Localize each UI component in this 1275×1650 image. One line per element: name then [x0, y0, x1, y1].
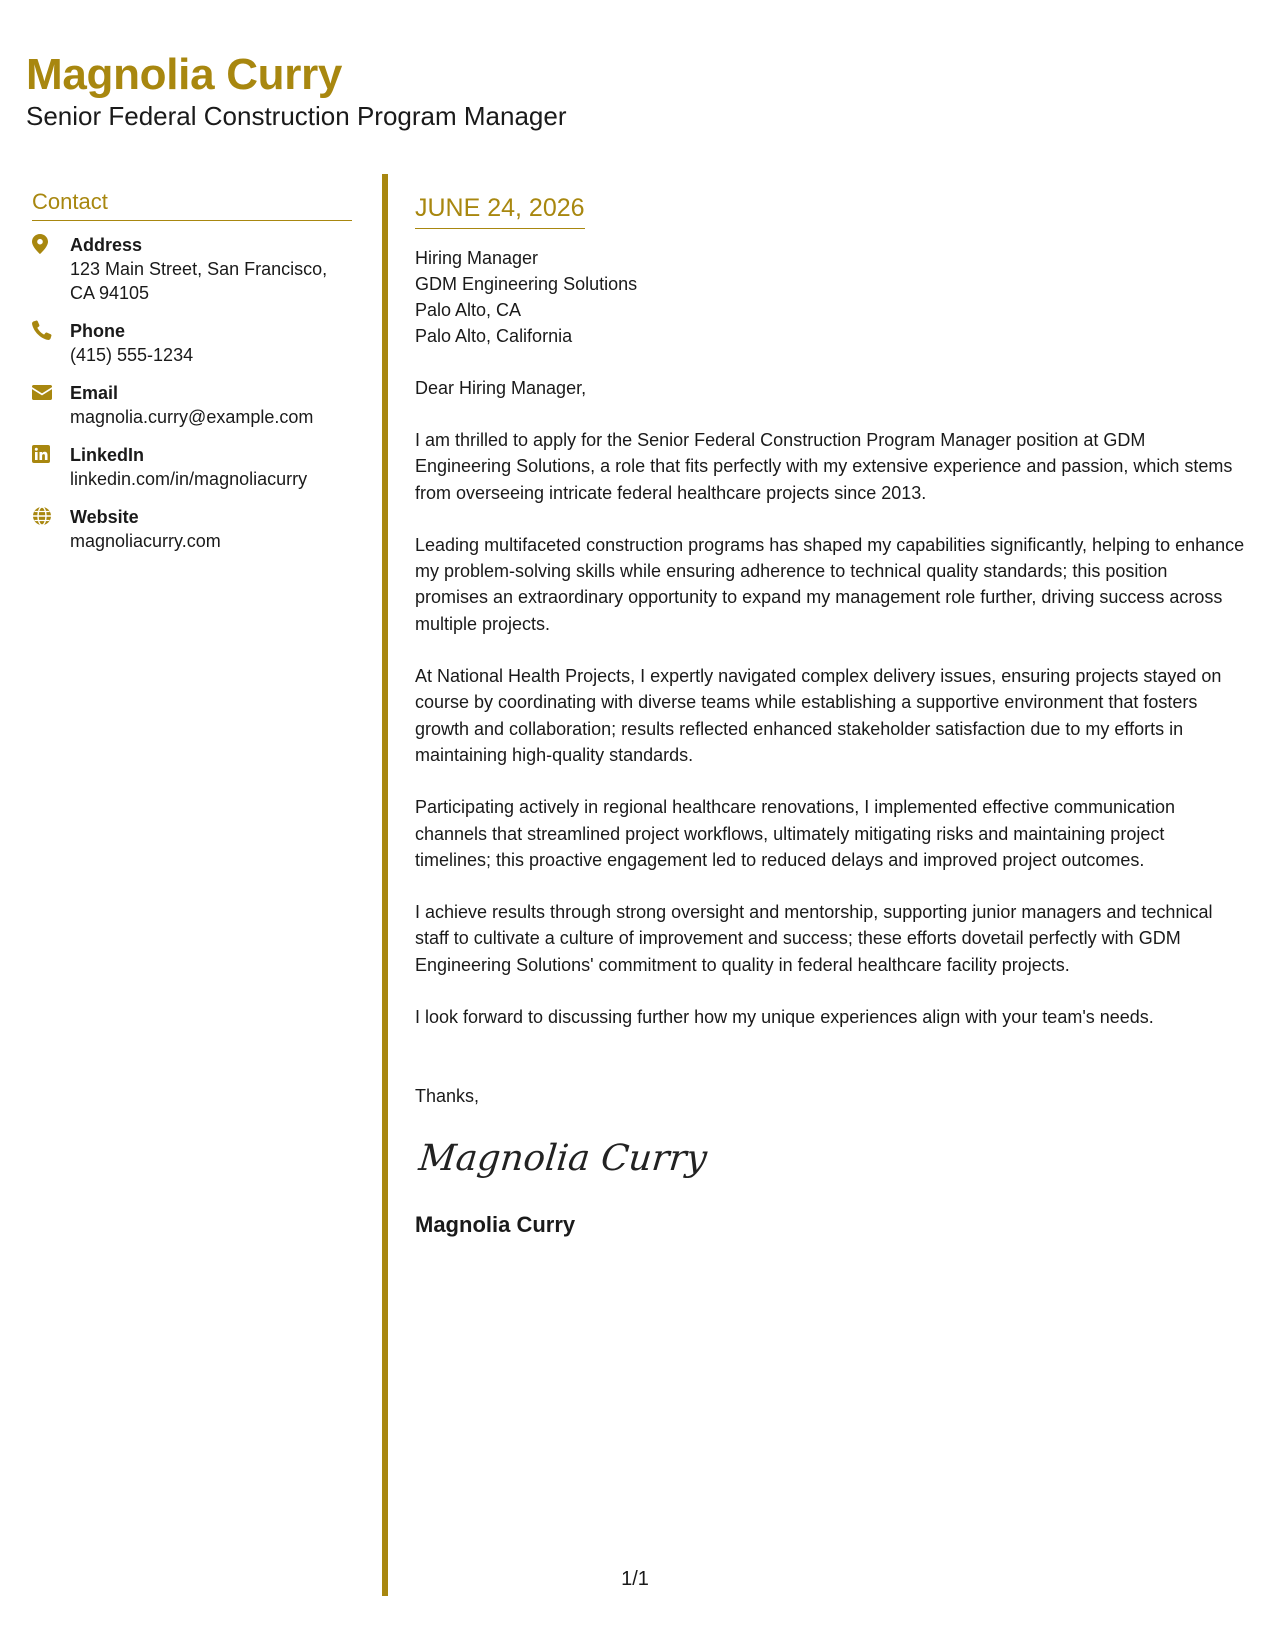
contact-label: Phone [70, 321, 126, 341]
recipient-line: Palo Alto, CA [415, 300, 522, 320]
contact-item-phone [32, 319, 352, 367]
contact-value: (415) 555-1234 [70, 345, 194, 365]
contact-label: LinkedIn [70, 445, 145, 465]
map-pin-icon [32, 233, 70, 255]
signer-name: Magnolia Curry [415, 1212, 576, 1238]
contact-value: 123 Main Street, San Francisco, CA 94105 [70, 259, 328, 303]
letter-paragraph: I achieve results through strong oversight and mentorship, supporting junior managers and technical staff to cultivate a culture of improvement and success; these efforts dovetail perfectly with GDM Engineering Solutions' commitment to quality in federal healthcare facility projects. [415, 902, 1213, 975]
linkedin-icon [32, 443, 70, 465]
salutation: Dear Hiring Manager, [415, 378, 587, 398]
letter-paragraph: Participating actively in regional healthcare renovations, I implemented effective communication channels that streamlined project workflows, ultimately mitigating risks and maintaining project timelines; this proactive engagement led to reduced delays and improved project outcomes. [415, 797, 1176, 870]
closing: Thanks, [415, 1086, 480, 1107]
letter-paragraph: I look forward to discussing further how my unique experiences align with your team's needs. [415, 1007, 1154, 1028]
letter-date: JUNE 24, 2026 [415, 192, 585, 229]
contact-sidebar [32, 188, 352, 567]
recipient-block [415, 245, 1245, 349]
globe-icon [32, 505, 70, 527]
recipient-line: GDM Engineering Solutions [415, 274, 638, 294]
letter-paragraph: Leading multifaceted construction programs has shaped my capabilities significantly, helping to enhance my problem-solving skills while ensuring adherence to technical quality standards; this position promises an extraordinary opportunity to expand my management role further, driving success across multiple projects. [415, 534, 1245, 634]
recipient-line: Palo Alto, California [415, 326, 573, 346]
vertical-divider [382, 174, 388, 1596]
contact-item-email [32, 381, 352, 429]
header [26, 48, 566, 132]
contact-label: Website [70, 507, 139, 527]
job-title: Senior Federal Construction Program Manager [26, 101, 567, 131]
contact-item-website [32, 505, 352, 553]
contact-list [32, 233, 352, 553]
recipient-line: Hiring Manager [415, 248, 539, 268]
contact-value[interactable]: magnoliacurry.com [70, 531, 221, 551]
contact-value[interactable]: linkedin.com/in/magnoliacurry [70, 469, 308, 489]
envelope-icon [32, 381, 70, 403]
letter-body [415, 192, 1245, 1239]
contact-label: Address [70, 235, 143, 255]
contact-item-address [32, 233, 352, 305]
contact-label: Email [70, 383, 119, 403]
phone-icon [32, 319, 70, 341]
contact-value[interactable]: magnolia.curry@example.com [70, 407, 314, 427]
candidate-name: Magnolia Curry [26, 50, 343, 99]
contact-heading: Contact [32, 188, 352, 221]
letter-paragraph: I am thrilled to apply for the Senior Federal Construction Program Manager position at GDM Engineering Solutions, a role that fits perfectly with my extensive experience and passion, which stems from overseeing intricate federal healthcare projects since 2013. [415, 430, 1233, 503]
page-number: 1/1 [621, 1568, 649, 1590]
contact-item-linkedin [32, 443, 352, 491]
handwritten-signature: Magnolia Curry [416, 1138, 709, 1180]
letter-paragraph: At National Health Projects, I expertly navigated complex delivery issues, ensuring projects stayed on course by coordinating with diverse teams while establishing a supportive environment that fosters growth and collaboration; results reflected enhanced stakeholder satisfaction due to my efforts in maintaining high-quality standards. [415, 666, 1222, 765]
